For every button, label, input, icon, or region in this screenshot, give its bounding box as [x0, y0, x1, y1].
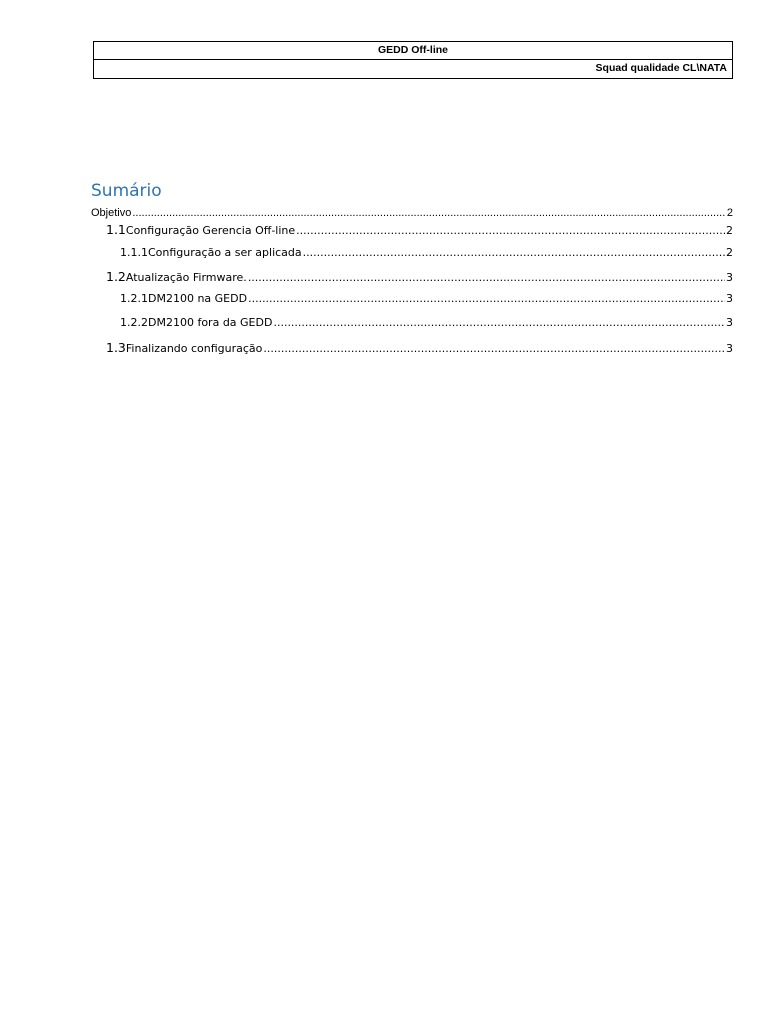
toc-dot-leader [248, 271, 725, 284]
toc-entry-text: Configuração Gerencia Off-line [125, 224, 296, 237]
toc-entry-number: 1.1 [106, 222, 126, 237]
toc-page-number: 3 [726, 316, 733, 329]
toc-entry-1-2-1[interactable] [120, 292, 733, 305]
toc-page-number: 2 [726, 246, 733, 259]
toc-dot-leader [248, 292, 725, 305]
header-title: GEDD Off-line [94, 42, 732, 60]
toc-entry-1-2-2[interactable] [120, 316, 733, 329]
toc-entry-text: Finalizando configuração [125, 342, 263, 355]
toc-page-number: 3 [726, 292, 733, 305]
document-header [93, 41, 733, 79]
toc-entry-text: Atualização Firmware. [125, 271, 247, 284]
toc-entry-1-2[interactable] [106, 269, 733, 284]
toc-entry-text: Configuração a ser aplicada [148, 246, 302, 259]
toc-entry-number: 1.2.2 [120, 316, 148, 329]
toc-dot-leader [296, 224, 725, 237]
toc-page-number: 3 [726, 342, 733, 355]
toc-entry-objetivo[interactable] [91, 207, 733, 219]
toc-entry-number: 1.2.1 [120, 292, 148, 305]
toc-entry-number: 1.1.1 [120, 246, 148, 259]
toc-dot-leader [263, 342, 725, 355]
toc-entry-1-3[interactable] [106, 340, 733, 355]
toc-page-number: 2 [726, 207, 733, 219]
toc-heading: Sumário [91, 181, 162, 201]
toc-dot-leader [273, 316, 725, 329]
toc-entry-number: 1.2 [106, 269, 126, 284]
toc-entry-1-1-1[interactable] [120, 246, 733, 259]
toc-dot-leader [303, 246, 725, 259]
toc-entry-1-1[interactable] [106, 222, 733, 237]
toc-entry-text: DM2100 na GEDD [148, 292, 248, 305]
header-subtitle: Squad qualidade CL\NATA [595, 62, 727, 74]
toc-entry-text: Objetivo [91, 207, 132, 219]
toc-page-number: 2 [726, 224, 733, 237]
toc-entry-number: 1.3 [106, 340, 126, 355]
toc-dot-leader [132, 207, 726, 219]
toc-entry-text: DM2100 fora da GEDD [148, 316, 273, 329]
toc-page-number: 3 [726, 271, 733, 284]
